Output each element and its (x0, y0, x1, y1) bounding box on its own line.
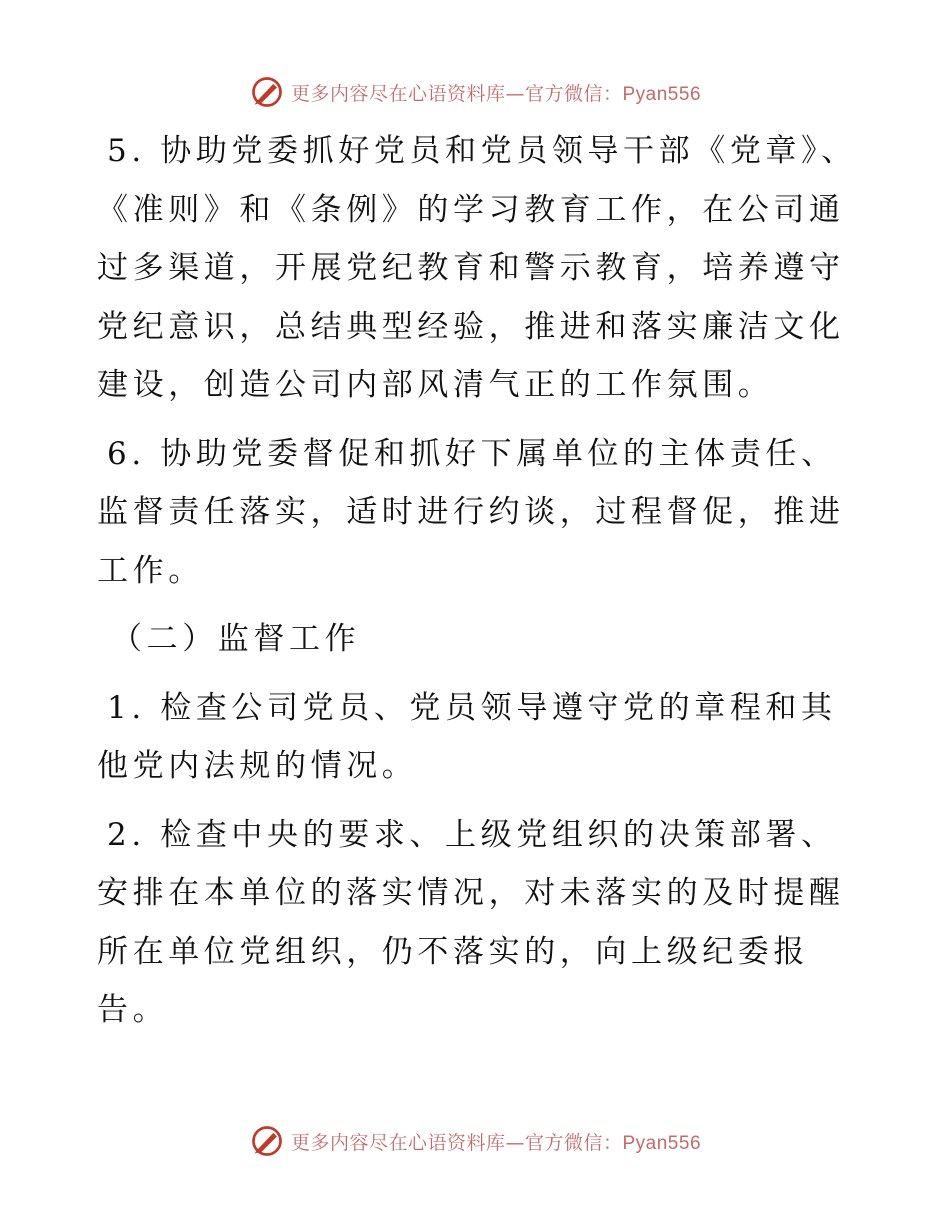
watermark-text: 更多内容尽在心语资料库—官方微信：Pyan556 (290, 1131, 702, 1154)
section-heading: （二）监督工作 (111, 621, 361, 657)
watermark-handle: Pyan556 (622, 1132, 702, 1154)
paragraph-item-2: 2. 检查中央的要求、上级党组织的决策部署、安排在本单位的落实情况，对未落实的及时提醒所在单位党组织，仍不落实的，向上级纪委报告。 (97, 816, 845, 1028)
watermark-text: 更多内容尽在心语资料库—官方微信：Pyan556 (290, 82, 702, 105)
pen-logo-icon (249, 1123, 285, 1159)
paragraph-item-6: 6. 协助党委督促和抓好下属单位的主体责任、监督责任落实，适时进行约谈，过程督促，推进工作。 (97, 435, 845, 589)
pen-logo-icon (249, 74, 285, 110)
document-body (97, 122, 857, 1040)
footer-watermark (0, 1121, 950, 1161)
paragraph-item-1: 1. 检查公司党员、党员领导遵守党的章程和其他党内法规的情况。 (97, 689, 837, 784)
paragraph-item-5: 5. 协助党委抓好党员和党员领导干部《党章》、《准则》和《条例》的学习教育工作，在公司通过多渠道，开展党纪教育和警示教育，培养遵守党纪意识，总结典型经验，推进和落实廉洁文化建设，创造公司内部风清气正的工作氛围。 (97, 133, 857, 403)
header-watermark (0, 72, 950, 112)
watermark-handle: Pyan556 (622, 83, 702, 105)
